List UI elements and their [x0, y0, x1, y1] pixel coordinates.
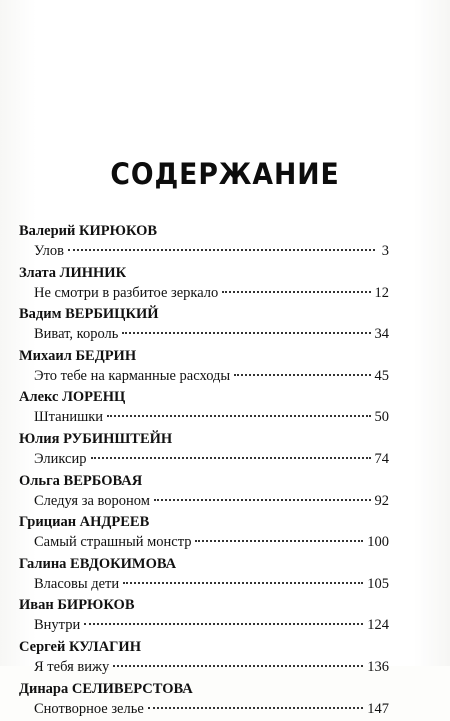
toc-work-line [19, 283, 389, 305]
toc-entry [19, 638, 389, 680]
toc-work-title: Виват, король [34, 326, 119, 343]
dot-leader [195, 540, 363, 542]
toc-work-line [19, 366, 389, 388]
dot-leader [154, 499, 371, 501]
toc-entry [19, 472, 389, 514]
toc-entry [19, 388, 389, 430]
toc-author: Грициан АНДРЕЕВ [19, 514, 150, 531]
dot-leader [122, 332, 370, 334]
dot-leader [107, 415, 370, 417]
toc-entry [19, 222, 389, 264]
toc-author: Иван БИРЮКОВ [19, 597, 135, 614]
toc-work-line [19, 574, 389, 596]
page-title: СОДЕРЖАНИЕ [110, 157, 340, 191]
toc-work-line [19, 657, 389, 679]
toc-author: Динара СЕЛИВЕРСТОВА [19, 680, 193, 697]
toc-entry [19, 680, 389, 721]
toc-work-line [19, 532, 389, 554]
toc-work-title: Эликсир [34, 450, 87, 467]
toc-page-number: 124 [367, 617, 389, 634]
toc-work-title: Внутри [34, 617, 81, 634]
toc-author: Юлия РУБИНШТЕЙН [19, 430, 173, 447]
toc-page-number: 12 [374, 284, 389, 301]
toc-page-number: 50 [374, 409, 389, 426]
toc-page-number: 147 [367, 700, 389, 717]
toc-page-number: 100 [367, 534, 389, 551]
toc-work-title: Штанишки [34, 409, 104, 426]
toc-work-line [19, 491, 389, 513]
toc-author: Вадим ВЕРБИЦКИЙ [19, 306, 159, 323]
toc-work-title: Власовы дети [34, 575, 120, 592]
toc-entry [19, 555, 389, 597]
toc-work-line [19, 324, 389, 346]
toc-work-title: Это тебе на карманные расходы [34, 367, 231, 384]
dot-leader [222, 291, 370, 293]
toc-page-number: 136 [367, 658, 389, 675]
toc-author: Валерий КИРЮКОВ [19, 223, 158, 239]
dot-leader [234, 374, 370, 376]
toc-entry [19, 264, 389, 306]
toc-work-title: Я тебя вижу [34, 658, 110, 675]
toc-page-number: 105 [367, 575, 389, 592]
toc-page-number: 74 [374, 450, 389, 467]
toc-work-line [19, 615, 389, 637]
table-of-contents [19, 222, 389, 721]
toc-page-number: 34 [374, 326, 389, 343]
dot-leader [123, 582, 363, 584]
toc-work-line [19, 407, 389, 429]
dot-leader [68, 249, 375, 251]
toc-page-number: 45 [374, 367, 389, 384]
toc-page-number: 92 [374, 492, 389, 509]
toc-author: Алекс ЛОРЕНЦ [19, 389, 126, 406]
toc-work-title: Снотворное зелье [34, 700, 144, 717]
toc-work-title: Не смотри в разбитое зеркало [34, 284, 219, 301]
toc-author: Сергей КУЛАГИН [19, 638, 141, 655]
dot-leader [84, 623, 363, 625]
toc-work-title: Улов [34, 243, 64, 259]
toc-work-line [19, 449, 389, 471]
toc-work-line [19, 699, 389, 721]
toc-entry [19, 305, 389, 347]
toc-author: Михаил БЕДРИН [19, 347, 137, 364]
toc-entry [19, 430, 389, 472]
toc-entry [19, 513, 389, 555]
toc-author: Ольга ВЕРБОВАЯ [19, 472, 143, 489]
toc-entry [19, 347, 389, 389]
dot-leader [91, 457, 371, 459]
dot-leader [148, 707, 363, 709]
toc-work-title: Самый страшный монстр [34, 534, 192, 551]
toc-work-title: Следуя за вороном [34, 492, 150, 509]
toc-entry [19, 596, 389, 638]
toc-author: Злата ЛИННИК [19, 264, 127, 281]
toc-page-number: 3 [381, 243, 389, 259]
toc-author: Галина ЕВДОКИМОВА [19, 555, 177, 572]
toc-work-line [19, 241, 389, 263]
